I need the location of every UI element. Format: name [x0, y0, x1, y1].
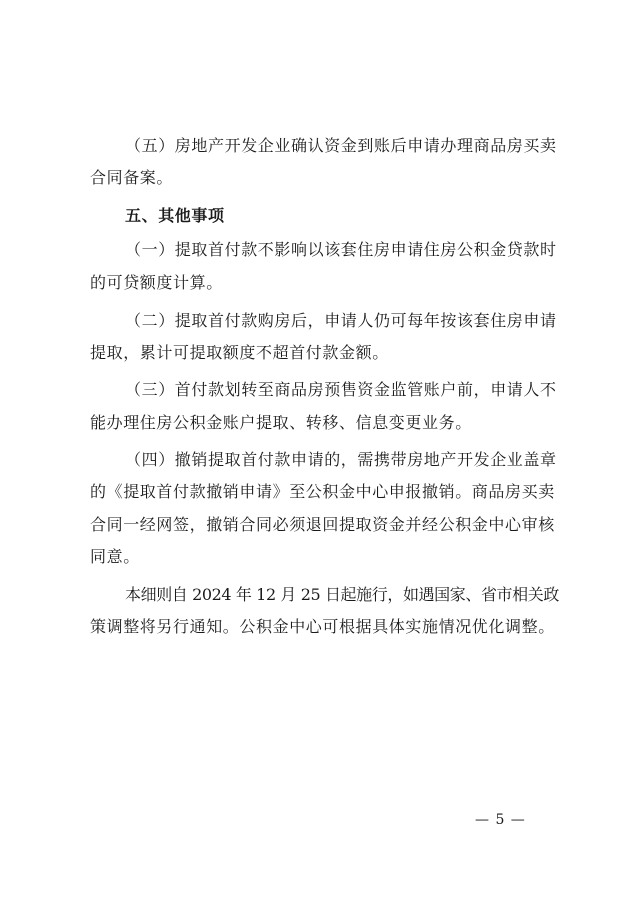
item-4-line-1: （四）撤销提取首付款申请的，需携带房地产开发企业盖章	[125, 450, 557, 469]
closing-line-2: 策调整将另行通知。公积金中心可根据具体实施情况优化调整。	[90, 617, 555, 636]
item-1-line-2: 的可贷额度计算。	[90, 273, 223, 292]
item-2-line-1: （二）提取首付款购房后，申请人仍可每年按该套住房申请	[125, 311, 557, 330]
item-4-line-3: 合同一经网签，撤销合同必须退回提取资金并经公积金中心审核	[90, 515, 555, 534]
section-heading-other-matters: 五、其他事项	[125, 206, 225, 225]
paragraph-5-line-1: （五）房地产开发企业确认资金到账后申请办理商品房买卖	[125, 136, 557, 155]
item-4-line-4: 同意。	[90, 547, 140, 566]
paragraph-5-line-2: 合同备案。	[90, 168, 174, 187]
item-3-line-1: （三）首付款划转至商品房预售资金监管账户前，申请人不	[125, 380, 557, 399]
item-1-line-1: （一）提取首付款不影响以该套住房申请住房公积金贷款时	[125, 240, 557, 259]
item-2-line-2: 提取，累计可提取额度不超首付款金额。	[90, 343, 389, 362]
closing-line-1: 本细则自 2024 年 12 月 25 日起施行，如遇国家、省市相关政	[125, 585, 559, 604]
item-3-line-2: 能办理住房公积金账户提取、转移、信息变更业务。	[90, 413, 472, 432]
page-number: — 5 —	[475, 812, 526, 828]
item-4-line-2: 的《提取首付款撤销申请》至公积金中心申报撤销。商品房买卖	[90, 482, 555, 501]
